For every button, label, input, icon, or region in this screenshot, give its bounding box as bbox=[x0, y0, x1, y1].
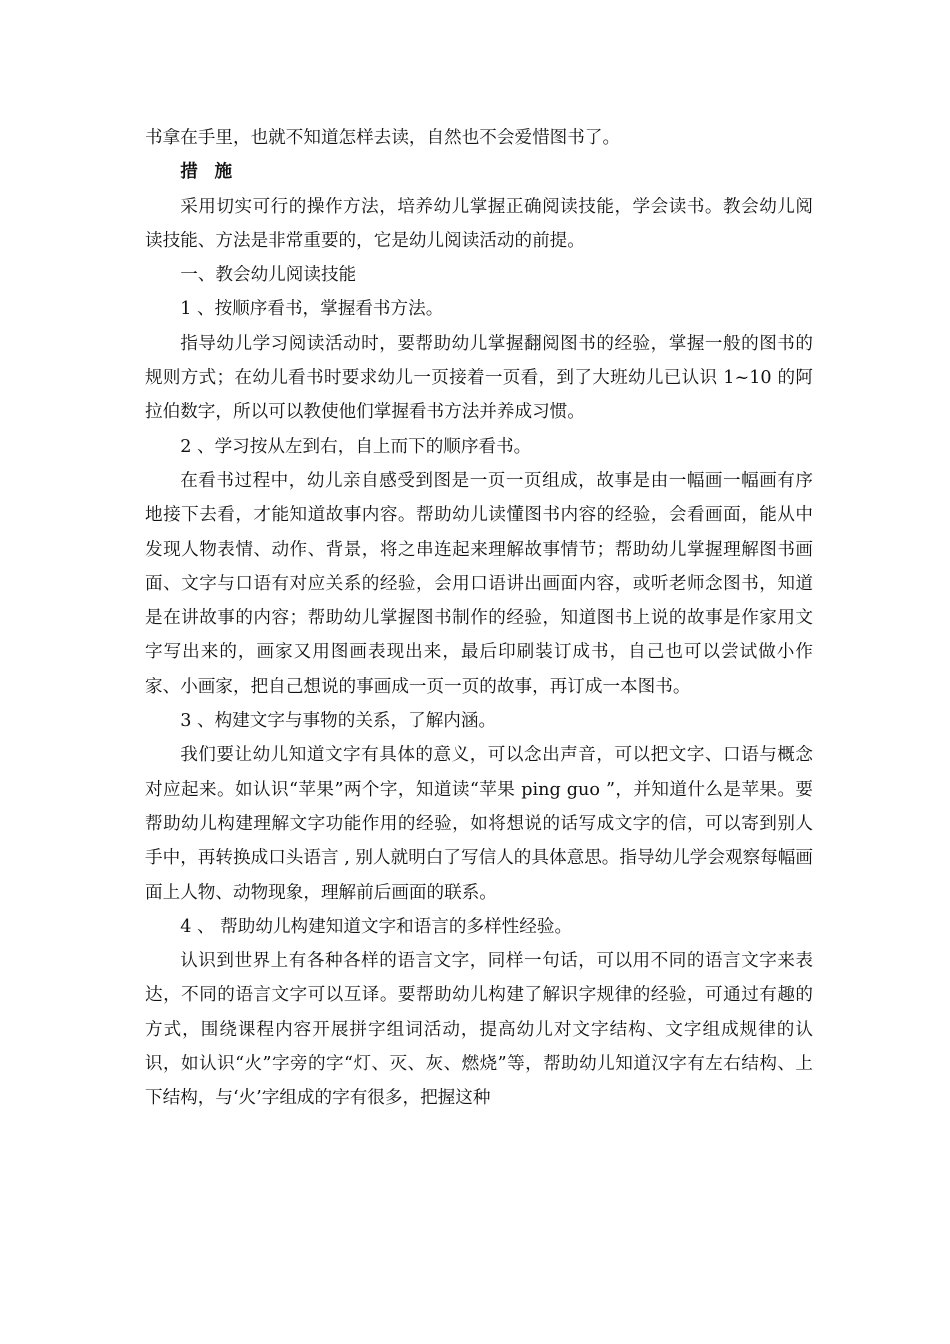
paragraph: 采用切实可行的操作方法，培养幼儿掌握正确阅读技能，学会读书。教会幼儿阅读技能、方法是非常重要的，它是幼儿阅读活动的前提。 bbox=[145, 196, 813, 251]
document-body bbox=[145, 121, 813, 1116]
paragraph: 指导幼儿学习阅读活动时，要帮助幼儿掌握翻阅图书的经验，掌握一般的图书的规则方式；在幼儿看书时要求幼儿一页接着一页看，到了大班幼儿已认识 1~10 的阿拉伯数字，所以可以教使他们掌握看书方法并养成习惯。 bbox=[145, 333, 813, 423]
paragraph: 我们要让幼儿知道文字有具体的意义，可以念出声音，可以把文字、口语与概念对应起来。如认识“苹果”两个字，知道读“苹果 ping guo ”，并知道什么是苹果。要帮助幼儿构建理解文字功能作用的经验，如将想说的话写成文字的信，可以寄到别人手中，再转换成口头语言 , 别人就明白了写信人的具体意思。指导幼儿学会观察每幅画面上人物、动物现象，理解前后画面的联系。 bbox=[145, 745, 813, 903]
list-item-title: 3 、构建文字与事物的关系，了解内涵。 bbox=[180, 711, 497, 732]
paragraph: 认识到世界上有各种各样的语言文字，同样一句话，可以用不同的语言文字来表达，不同的语言文字可以互译。要帮助幼儿构建了解识字规律的经验，可通过有趣的方式，围绕课程内容开展拼字组词活动，提高幼儿对文字结构、文字组成规律的认识，如认识“火”字旁的字“灯、灭、灰、燃烧”等，帮助幼儿知道汉字有左右结构、上下结构，与‘火’字组成的字有很多，把握这种 bbox=[145, 951, 813, 1109]
list-item-title: 2 、学习按从左到右，自上而下的顺序看书。 bbox=[180, 436, 532, 457]
list-item-title: 1 、按顺序看书，掌握看书方法。 bbox=[180, 299, 444, 320]
list-item-title: 4 、 帮助幼儿构建知道文字和语言的多样性经验。 bbox=[180, 916, 573, 937]
paragraph: 在看书过程中，幼儿亲自感受到图是一页一页组成，故事是由一幅画一幅画有序地接下去看，才能知道故事内容。帮助幼儿读懂图书内容的经验，会看画面，能从中发现人物表情、动作、背景，将之串连起来理解故事情节；帮助幼儿掌握理解图书画面、文字与口语有对应关系的经验，会用口语讲出画面内容，或听老师念图书，知道是在讲故事的内容；帮助幼儿掌握图书制作的经验，知道图书上说的故事是作家用文字写出来的，画家又用图画表现出来，最后印刷装订成书，自己也可以尝试做小作家、小画家，把自己想说的事画成一页一页的故事，再订成一本图书。 bbox=[145, 470, 813, 697]
section-heading: 措 施 bbox=[180, 161, 238, 183]
paragraph-continuation: 书拿在手里，也就不知道怎样去读，自然也不会爱惜图书了。 bbox=[145, 128, 621, 148]
subsection-title: 一、教会幼儿阅读技能 bbox=[180, 265, 357, 286]
